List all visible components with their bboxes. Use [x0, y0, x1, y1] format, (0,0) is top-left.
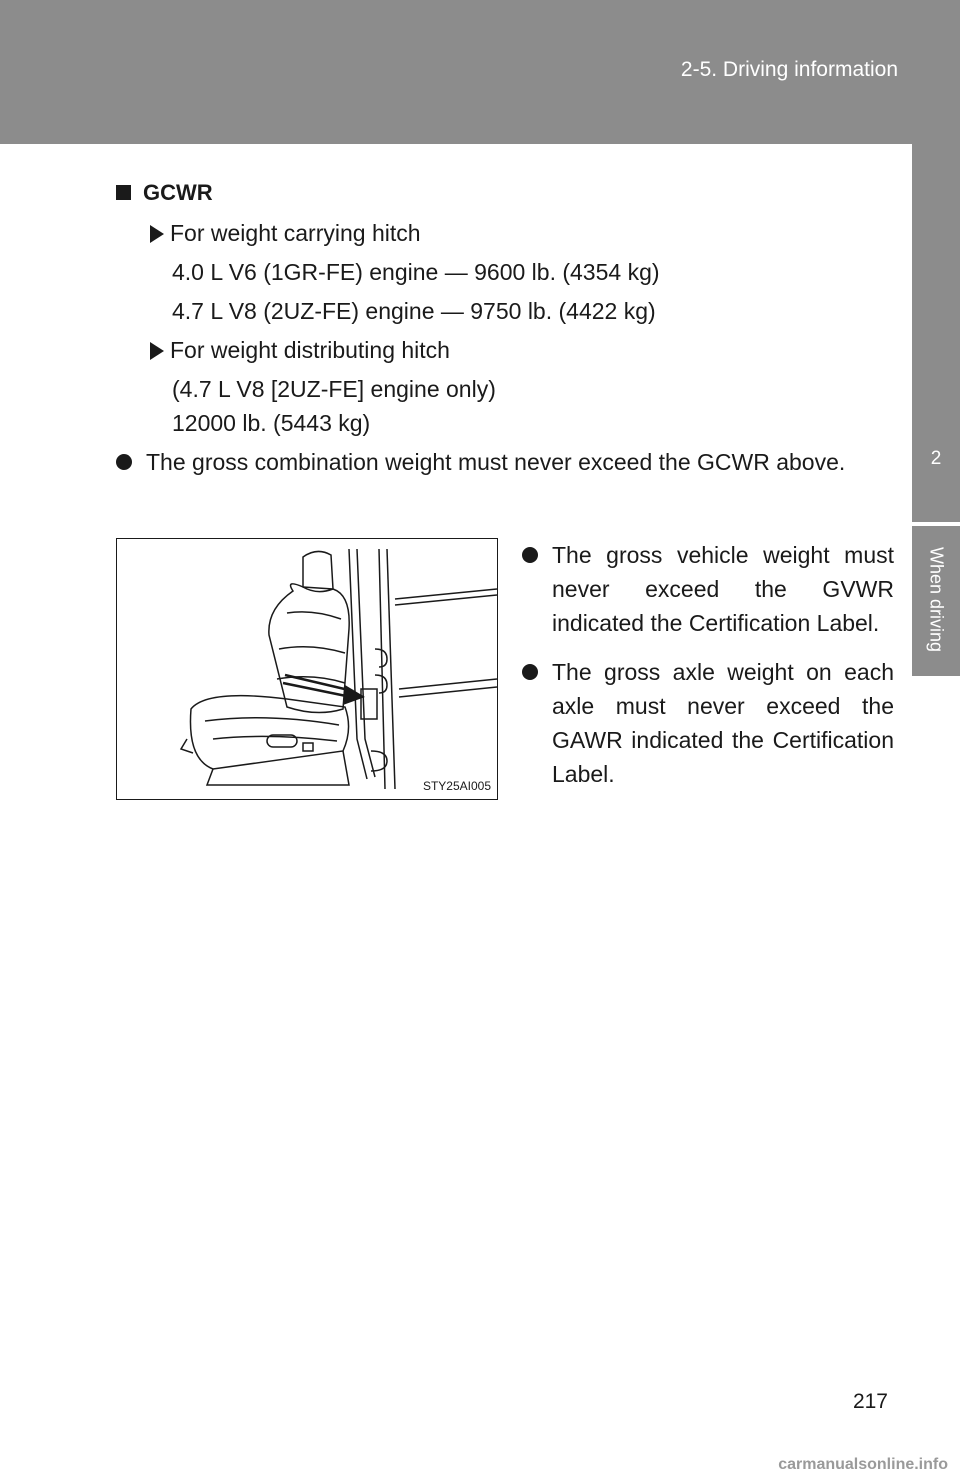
v6-line: 4.0 L V6 (1GR-FE) engine — 9600 lb. (4354 kg): [172, 259, 660, 285]
page-header: [0, 0, 960, 144]
section-title: 2-5. Driving information: [680, 58, 898, 81]
triangle-bullet-icon: [150, 225, 164, 243]
square-bullet-icon: [116, 185, 131, 200]
distributing-value: 12000 lb. (5443 kg): [172, 410, 371, 436]
page-number: 217: [852, 1390, 888, 1413]
triangle-bullet-icon: [150, 342, 164, 360]
gcw-text: The gross combination weight must never exceed the GCWR above.: [146, 449, 846, 475]
round-bullet-icon: [522, 664, 538, 680]
gcw-bullet: [116, 445, 894, 519]
watermark: carmanualsonline.info: [778, 1456, 948, 1473]
gcwr-heading: GCWR: [116, 178, 213, 208]
figure-code: STY25AI005: [422, 779, 491, 793]
certification-label-figure: [116, 538, 498, 800]
distributing-note: (4.7 L V8 [2UZ-FE] engine only): [172, 376, 496, 402]
v8-line: 4.7 L V8 (2UZ-FE) engine — 9750 lb. (4422 kg): [172, 298, 656, 324]
gvwr-text: The gross vehicle weight must never exceed the GVWR indicated the Certification Label.: [552, 542, 894, 636]
gvwr-bullet: [522, 538, 894, 640]
chapter-label: When driving: [926, 547, 947, 653]
gawr-text: The gross axle weight on each axle must never exceed the GAWR indicated the Certification Label.: [552, 659, 894, 787]
seat-door-illustration: [117, 539, 497, 799]
round-bullet-icon: [116, 454, 132, 470]
gawr-bullet: [522, 655, 894, 795]
round-bullet-icon: [522, 547, 538, 563]
distributing-hitch-label: For weight distributing hitch: [150, 335, 450, 365]
carrying-hitch-label: For weight carrying hitch: [150, 218, 421, 248]
chapter-number: 2: [930, 448, 942, 469]
